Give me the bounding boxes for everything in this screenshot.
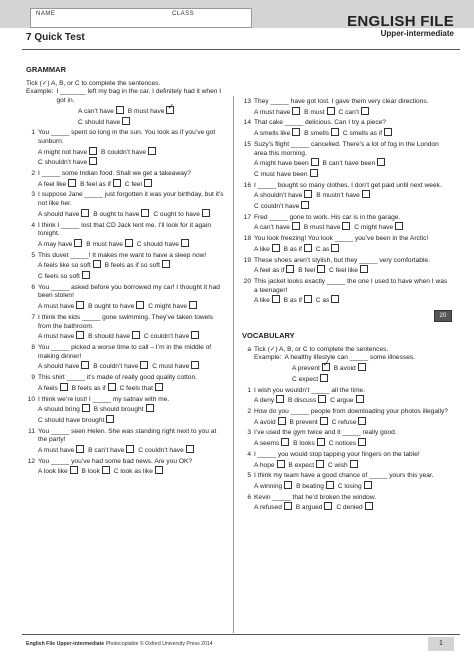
option-label: C should have brought [38, 416, 105, 424]
checkbox[interactable] [76, 301, 84, 309]
option-label: A can’t have [254, 224, 290, 232]
checkbox[interactable] [311, 158, 319, 166]
question-text: Fred _____ gone to work. His car is in the garage. [254, 213, 401, 221]
options [26, 260, 226, 281]
checkbox[interactable] [356, 395, 364, 403]
option-label: B as if [283, 297, 302, 305]
checkbox[interactable] [132, 331, 140, 339]
options [242, 265, 452, 276]
option-label: A avoid [254, 418, 276, 426]
options [242, 438, 452, 449]
checkbox[interactable] [320, 374, 328, 382]
option-label: A might not have [38, 148, 88, 156]
divider-top [22, 49, 460, 50]
option-label: B as if [283, 245, 302, 253]
checkbox[interactable] [304, 190, 312, 198]
question-number: 5 [247, 472, 251, 480]
options [242, 460, 452, 471]
option-label: B couldn’t have [93, 363, 139, 371]
name-label: NAME [36, 11, 56, 17]
question-text: This shirt _____ it’s made of really good quality cotton. [38, 374, 197, 382]
option-label: B feels as if so soft [104, 262, 160, 270]
option-label: A feels [38, 384, 58, 392]
option-label: C refuse [331, 418, 357, 426]
option-label: A should bring [38, 406, 80, 414]
question-item [242, 429, 452, 448]
options [26, 404, 226, 425]
question-text: These shoes aren’t stylish, but they _____ very comfortable. [254, 256, 430, 264]
question-number: 11 [28, 427, 35, 435]
checkbox[interactable] [191, 331, 199, 339]
option-label: A feel like [38, 180, 67, 188]
option-label: A feel as if [254, 267, 285, 275]
checkbox[interactable] [102, 466, 110, 474]
option-label: B feel [298, 267, 316, 275]
question-text: This duvet _____! It makes me want to have a sleep now! [38, 251, 207, 259]
option-label: A hope [254, 461, 275, 469]
option-label: A may have [38, 240, 73, 248]
checkbox[interactable] [358, 417, 366, 425]
vocabulary-heading: VOCABULARY [242, 331, 295, 341]
options [26, 383, 226, 394]
checkbox[interactable] [146, 404, 154, 412]
question-text: I think we’re lost! I _____ my satnav with me. [38, 395, 170, 403]
checkbox[interactable] [360, 265, 368, 273]
name-class-field[interactable] [30, 8, 252, 28]
right-column [242, 96, 452, 513]
question-text: That cake _____ delicious. Can I try a piece? [254, 119, 386, 127]
checkbox[interactable] [317, 438, 325, 446]
question-number: 7 [31, 313, 35, 321]
options [26, 179, 226, 190]
checkbox[interactable] [384, 128, 392, 136]
question-item [26, 170, 226, 189]
checkbox[interactable] [361, 107, 369, 115]
question-item [242, 387, 452, 406]
question-number: 20 [243, 277, 251, 285]
question-item [26, 129, 226, 168]
question-item [26, 396, 226, 426]
checkbox[interactable] [89, 157, 97, 165]
option-label: C feels that [119, 384, 153, 392]
option-label: B look [81, 468, 100, 476]
question-number: 4 [247, 450, 251, 458]
question-item [242, 141, 452, 180]
question-item [26, 284, 226, 312]
option-label: B feel as if [80, 180, 111, 188]
checkbox[interactable] [140, 361, 148, 369]
checkbox[interactable] [331, 128, 339, 136]
options [26, 361, 226, 372]
question-number: 4 [31, 221, 35, 229]
checkbox[interactable] [304, 244, 312, 252]
options [26, 331, 226, 342]
option-label: B ought to have [93, 210, 140, 218]
checkbox[interactable] [284, 502, 292, 510]
checkbox[interactable] [106, 415, 114, 423]
option-label: B prevent [289, 418, 318, 426]
brand-subtitle: Upper-intermediate [380, 29, 454, 38]
question-number: 9 [31, 374, 35, 382]
options [242, 222, 452, 233]
option-label: B discuss [288, 397, 317, 405]
options [242, 417, 452, 428]
question-text: I’ve used the gym twice and it _____ really good. [254, 429, 397, 437]
option-label: C might have [354, 224, 394, 232]
option-label: C shouldn’t have [38, 159, 88, 167]
question-text: You _____ picked a worse time to call – I’m in the middle of making dinner! [38, 343, 212, 360]
checkbox[interactable] [272, 244, 280, 252]
checkbox[interactable] [310, 169, 318, 177]
option-label: A must have [38, 303, 75, 311]
question-number: 8 [31, 343, 35, 351]
question-text: Kevin _____ that he’d broken the window. [254, 493, 377, 501]
options [242, 395, 452, 406]
question-number: 2 [247, 407, 251, 415]
option-label: A seems [254, 440, 280, 448]
option-label: A deny [254, 397, 275, 405]
question-number: 5 [31, 251, 35, 259]
checkbox[interactable] [292, 222, 300, 230]
option-label: A must have [38, 447, 75, 455]
checkbox[interactable] [318, 395, 326, 403]
option-label: A shouldn’t have [254, 192, 303, 200]
option-label: B can’t have [88, 447, 125, 455]
option-label: A look like [38, 468, 68, 476]
checkbox[interactable] [331, 244, 339, 252]
question-text: I suppose Jane _____ just forgotten it was your birthday, but it’s not like her. [38, 191, 224, 208]
question-item [242, 451, 452, 470]
option-label: C argue [330, 397, 354, 405]
option-label: A like [254, 297, 270, 305]
checkbox[interactable] [202, 209, 210, 217]
checkbox[interactable] [301, 201, 309, 209]
class-label: CLASS [172, 11, 195, 17]
question-number: 14 [243, 119, 251, 127]
option-label: B argued [295, 504, 323, 512]
checkbox[interactable] [82, 404, 90, 412]
question-number: 3 [247, 429, 251, 437]
question-text: How do you _____ people from downloading your photos illegally? [254, 407, 448, 415]
checkbox[interactable] [81, 361, 89, 369]
brand [347, 14, 454, 39]
vocab-instruction: a Tick (✓) A, B, or C to complete the sentences. [247, 345, 389, 353]
checkbox[interactable] [191, 361, 199, 369]
checkbox[interactable] [113, 179, 121, 187]
grammar-column [26, 66, 226, 477]
option-label: C smells as if [342, 130, 383, 138]
options [242, 481, 452, 492]
option-label: C denied [336, 504, 363, 512]
option-label: C feels so soft [38, 273, 80, 281]
option-label: A must have [254, 108, 291, 116]
options [242, 190, 452, 211]
option-label: C look as like [113, 468, 153, 476]
question-text: They _____ have got lost. I gave them very clear directions. [254, 98, 429, 105]
option-label: A might have been [254, 160, 309, 168]
option-label: A like [254, 245, 270, 253]
question-text: This jacket looks exactly _____ the one I used to have when I was a teenager! [254, 277, 448, 294]
checkbox[interactable] [358, 438, 366, 446]
checkbox[interactable] [108, 383, 116, 391]
checkbox-checked[interactable] [322, 363, 330, 371]
option-label: B should have [88, 333, 130, 341]
question-text: I think my team have a good chance of _____ yours this year. [254, 472, 434, 480]
question-item [26, 458, 226, 477]
option-label: C couldn’t have [143, 333, 190, 341]
question-number: 12 [27, 457, 35, 465]
checkbox[interactable] [89, 147, 97, 155]
question-number: 16 [243, 181, 251, 189]
option-label: C losing [337, 482, 362, 490]
option-label: A feels like so soft [38, 262, 91, 270]
question-item [242, 98, 452, 117]
checkbox[interactable] [60, 383, 68, 391]
options [242, 295, 452, 306]
question-text: I think I _____ lost that CD Jack lent me. I’ll look for it again tonight. [38, 221, 211, 238]
question-number: 6 [247, 493, 251, 501]
question-item [26, 374, 226, 393]
option-label: C wish [327, 461, 348, 469]
checkbox[interactable] [162, 260, 170, 268]
question-number: 6 [31, 283, 35, 291]
option-label: B mustn’t have [316, 192, 360, 200]
options [26, 209, 226, 220]
option-label: C feel [124, 180, 142, 188]
divider-bottom [22, 634, 460, 635]
option-label: C notices [328, 440, 357, 448]
column-divider [233, 96, 234, 633]
option-label: C can’t [338, 108, 360, 116]
question-item [242, 119, 452, 138]
question-number: 17 [243, 213, 251, 221]
checkbox[interactable] [136, 301, 144, 309]
checkbox[interactable] [276, 395, 284, 403]
checkbox[interactable] [377, 158, 385, 166]
question-number: 19 [243, 256, 251, 264]
question-text: I think the kids _____ gone swimming. They’ve taken towels from the bathroom. [38, 313, 214, 330]
option-label: B looks [293, 440, 315, 448]
checkbox[interactable] [144, 179, 152, 187]
grammar-example [26, 88, 226, 105]
option-label: B smells [304, 130, 330, 138]
options [242, 107, 452, 118]
question-text: I _____ bought so many clothes. I don’t get paid until next week. [254, 181, 442, 189]
question-text: You _____ spent so long in the sun. You look as if you’ve got sunburn. [38, 129, 216, 145]
question-text: You look freezing! You look _____ you’ve been in the Arctic! [254, 235, 429, 243]
checkbox[interactable] [155, 383, 163, 391]
checkbox[interactable] [292, 128, 300, 136]
checkbox[interactable] [320, 417, 328, 425]
checkbox[interactable] [327, 107, 335, 115]
question-text: I _____ some Indian food. Shall we get a takeaway? [38, 170, 191, 178]
question-item [26, 314, 226, 342]
question-number: 15 [243, 140, 251, 148]
option-label: B must have [86, 240, 123, 248]
question-item [26, 222, 226, 250]
options [242, 502, 452, 513]
options [242, 158, 452, 179]
option-label: C as [315, 245, 330, 253]
checkbox[interactable] [122, 117, 130, 125]
option-label: C must have been [254, 170, 308, 178]
example-label: Example: [26, 88, 54, 96]
option-label: C feel like [328, 267, 358, 275]
option-label: B feels as if [71, 384, 106, 392]
checkbox[interactable] [278, 417, 286, 425]
checkbox[interactable] [155, 466, 163, 474]
checkbox-checked[interactable] [166, 106, 174, 114]
option-label: B should brought [93, 406, 144, 414]
checkbox[interactable] [93, 260, 101, 268]
option-label: B couldn’t have [100, 148, 147, 156]
option-label: C ought to have [153, 210, 200, 218]
grammar-score [242, 310, 452, 322]
question-item [26, 344, 226, 372]
options [26, 301, 226, 312]
options [242, 244, 452, 255]
grammar-heading: GRAMMAR [26, 65, 66, 74]
option-label: B ought to have [88, 303, 135, 311]
checkbox[interactable] [365, 502, 373, 510]
checkbox[interactable] [76, 331, 84, 339]
checkbox[interactable] [189, 301, 197, 309]
example-options: A can’t have B must have✓ C should have [26, 106, 226, 127]
checkbox[interactable] [181, 239, 189, 247]
checkbox[interactable] [68, 179, 76, 187]
checkbox[interactable] [116, 106, 124, 114]
vocab-example-options: A prevent✓ B avoid C expect [242, 363, 452, 384]
options [242, 128, 452, 139]
checkbox[interactable] [81, 209, 89, 217]
checkbox[interactable] [76, 445, 84, 453]
checkbox[interactable] [125, 239, 133, 247]
checkbox[interactable] [342, 222, 350, 230]
question-item [242, 257, 452, 276]
options [26, 147, 226, 168]
page-number: 1 [428, 637, 454, 651]
checkbox[interactable] [362, 190, 370, 198]
question-number: 2 [31, 170, 35, 178]
checkbox[interactable] [286, 265, 294, 273]
checkbox[interactable] [284, 481, 292, 489]
checkbox[interactable] [272, 295, 280, 303]
question-text: You _____ seen Helen. She was standing right next to you at the party! [38, 427, 217, 444]
checkbox[interactable] [186, 445, 194, 453]
question-item [26, 428, 226, 456]
checkbox[interactable] [74, 239, 82, 247]
question-number: 10 [27, 395, 35, 403]
question-text: I _____ you would stop tapping your fingers on the table! [254, 450, 420, 458]
question-number: 1 [247, 386, 251, 394]
question-item [242, 472, 452, 491]
options [26, 239, 226, 250]
question-text: Suzy’s flight _____ cancelled. There’s a lot of fog in the London area this morning. [254, 140, 439, 157]
option-label: A should have [38, 363, 80, 371]
option-label: C must have [152, 363, 190, 371]
option-label: A winning [254, 482, 283, 490]
checkbox[interactable] [148, 147, 156, 155]
question-item [242, 408, 452, 427]
option-label: A should have [38, 210, 80, 218]
checkbox[interactable] [317, 265, 325, 273]
checkbox[interactable] [395, 222, 403, 230]
option-label: C couldn’t have [138, 447, 184, 455]
checkbox[interactable] [350, 460, 358, 468]
grammar-instruction: Tick (✓) A, B, or C to complete the sentences. [26, 79, 161, 87]
question-item [26, 252, 226, 282]
checkbox[interactable] [326, 481, 334, 489]
option-label: C as [315, 297, 330, 305]
question-text: You _____ you’ve had some bad news. Are you OK? [38, 457, 193, 465]
option-label: B can’t have been [322, 160, 376, 168]
checkbox[interactable] [277, 460, 285, 468]
checkbox[interactable] [281, 438, 289, 446]
question-item [242, 278, 452, 306]
score-box: 20 [434, 310, 452, 322]
option-label: C should have [136, 240, 179, 248]
option-label: C might have [148, 303, 188, 311]
checkbox[interactable] [292, 107, 300, 115]
question-item [26, 191, 226, 219]
question-text: I wish you wouldn’t _____ all the time. [254, 386, 366, 394]
question-item [242, 182, 452, 212]
checkbox[interactable] [364, 481, 372, 489]
checkbox[interactable] [324, 502, 332, 510]
option-label: A must have [38, 333, 75, 341]
question-item [242, 214, 452, 233]
option-label: B beating [296, 482, 324, 490]
question-item [242, 494, 452, 513]
test-title: 7 Quick Test [26, 32, 85, 43]
question-number: 13 [243, 98, 251, 105]
checkbox[interactable] [304, 295, 312, 303]
question-number: 18 [243, 235, 251, 243]
checkbox[interactable] [141, 209, 149, 217]
checkbox[interactable] [82, 271, 90, 279]
question-number: 1 [31, 129, 35, 137]
option-label: A smells like [254, 130, 291, 138]
checkbox[interactable] [70, 466, 78, 474]
option-label: C couldn’t have [254, 203, 300, 211]
option-label: B expect [288, 461, 315, 469]
option-label: A refused [254, 504, 282, 512]
question-number: 3 [31, 191, 35, 199]
example-text: I _______ left my bag in the car. I definitely had it when I got in. [56, 88, 222, 105]
options [26, 445, 226, 456]
checkbox[interactable] [126, 445, 134, 453]
option-label: B must [304, 108, 325, 116]
footer: English File Upper-intermediate Photocopiable © Oxford University Press 2014 [26, 641, 213, 647]
checkbox[interactable] [331, 295, 339, 303]
checkbox[interactable] [316, 460, 324, 468]
question-text: You _____ asked before you borrowed my car! I thought it had been stolen! [38, 283, 220, 300]
brand-title: ENGLISH FILE [347, 13, 454, 30]
question-item [242, 235, 452, 254]
option-label: B must have [303, 224, 341, 232]
checkbox[interactable] [358, 363, 366, 371]
vocab-example: Example: A healthy lifestyle can _____ some illnesses. [254, 354, 415, 362]
options [26, 466, 226, 477]
